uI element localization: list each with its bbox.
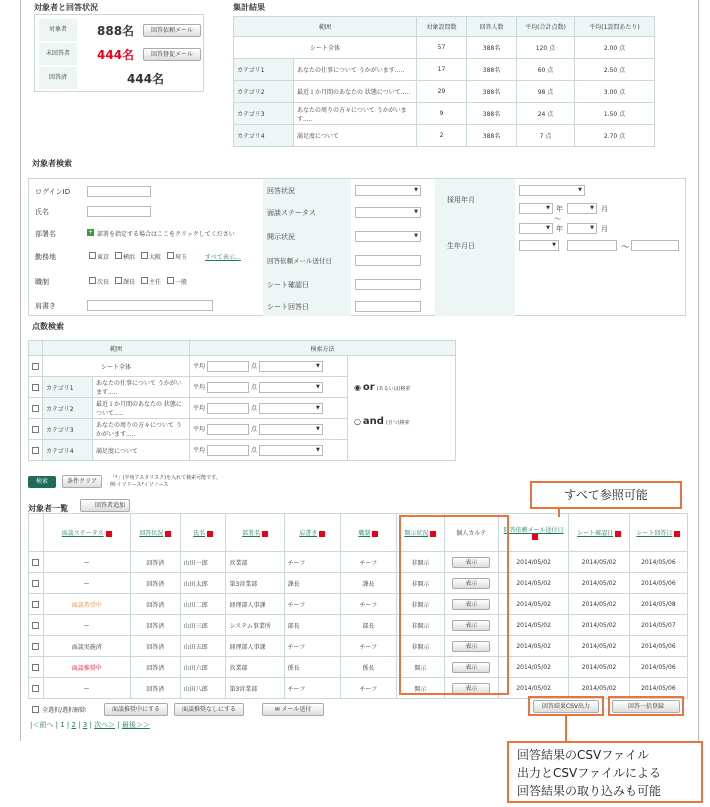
view-karte-button[interactable]: 表示 [452,620,490,631]
results-avg: 60 [537,67,546,74]
cell-disclosure: 開示 [396,678,444,699]
callout-csv: 回答結果のCSVファイル 出力とCSVファイルによる 回答結果の取り込みも可能 [507,741,703,803]
cell-interview: 面談希望中 [43,594,130,615]
answer-status-label: 回答状況 [267,187,295,195]
show-all-link[interactable]: すべて表示… [205,254,241,261]
cell-mail-date: 2014/05/02 [498,594,569,615]
results-unit: 点 [547,67,554,74]
results-avg1: 1.50 [603,111,618,118]
callout-connector [565,716,567,741]
location-checkbox[interactable] [115,252,122,259]
sort-icon[interactable] [319,531,325,537]
score-cat: カテゴリ3 [43,419,93,440]
results-avg: 120 [535,45,548,52]
bulk-register-button[interactable]: 回答一括登録 [612,700,680,713]
title-input[interactable] [87,300,213,311]
cell-dept: システム事業所 [226,615,284,636]
location-option: 東京 [97,254,110,261]
summary-label-answered: 回答済 [39,67,77,89]
cell-answer-date: 2014/05/06 [629,678,687,699]
birth-from-input[interactable] [567,240,617,251]
summary-count-targets: 888名 [97,24,135,38]
row-checkbox[interactable] [32,622,39,629]
cell-title: 係長 [284,657,340,678]
position-checkbox[interactable] [89,277,96,284]
results-header-range: 範囲 [234,17,417,37]
col-name[interactable]: 氏名 [193,530,206,537]
row-checkbox[interactable] [32,580,39,587]
col-title[interactable]: 肩書き [299,530,318,537]
disclosure-select[interactable] [355,231,421,242]
location-checkbox[interactable] [141,252,148,259]
row-checkbox[interactable] [32,643,39,650]
cell-mail-date: 2014/05/02 [498,615,569,636]
cell-title: チーフ [284,552,340,573]
sort-icon[interactable] [207,531,213,537]
col-mail-date[interactable]: 回答依頼メール送付日 [503,526,564,534]
pager-page-2[interactable]: 2 [71,721,76,729]
cell-answer-date: 2014/05/07 [629,615,687,636]
position-option: 主任 [149,279,162,286]
pager-page-3[interactable]: 3 [82,721,88,729]
view-karte-button[interactable]: 表示 [452,683,490,694]
score-row-checkbox[interactable] [32,447,39,454]
position-label: 職制 [35,278,49,286]
score-range: あなたの仕事について うかがいます..... [93,377,190,398]
cell-position: チーフ [340,636,396,657]
cell-dept: 経理部人事課 [226,594,284,615]
results-q: 57 [417,37,467,59]
score-range: あなたの周りの方々について うかがいます..... [93,419,190,440]
interview-status-label: 面談ステータス [267,209,316,217]
select-all-checkbox[interactable] [32,706,39,713]
position-option: 課長 [123,279,136,286]
mail-date-input[interactable] [355,255,421,266]
results-unit: 点 [547,89,554,96]
confirm-date-input[interactable] [355,279,421,290]
score-avg-label: 平均 [193,446,206,454]
or-label: or [362,382,375,393]
score-op-select[interactable] [259,424,323,435]
cell-disclosure: 非開示 [396,636,444,657]
cell-interview: ー [43,615,130,636]
score-row-checkbox[interactable] [32,405,39,412]
cell-mail-date: 2014/05/02 [498,573,569,594]
or-note: (あるいは)検索 [376,386,411,392]
list-title: 対象者一覧 [28,504,68,513]
search-button[interactable]: 検索 [28,476,56,488]
summary-label-unanswered: 未回答者 [39,43,77,65]
respondents-table [28,513,688,699]
search-hint-example: 例:イソリース*イソノース [110,482,169,488]
answer-status-select[interactable] [355,185,421,196]
results-q: 29 [417,81,467,103]
name-label: 氏名 [35,208,49,216]
score-table [28,340,456,461]
score-avg-label: 平均 [193,425,206,433]
position-checkbox[interactable] [167,277,174,284]
cell-disclosure: 非開示 [396,552,444,573]
score-pt-label: 点 [250,446,257,454]
pagination [30,720,150,730]
cell-position: 係長 [340,657,396,678]
results-avg1: 2.70 [603,133,618,140]
cell-name: 山田二郎 [180,594,226,615]
cell-answer-date: 2014/05/06 [629,636,687,657]
score-input[interactable] [207,361,249,372]
col-answer-date[interactable]: シート回答日 [636,530,673,537]
unset-recommend-button[interactable]: 面談推奨なしにする [174,703,244,716]
results-unit1: 点 [619,89,626,96]
mail-icon: ✉ [274,706,280,713]
results-n: 388名 [467,81,517,103]
results-range: あなたの仕事について うかがいます..... [294,59,417,81]
location-checkbox[interactable] [89,252,96,259]
birth-select[interactable] [519,240,559,251]
birth-to-input[interactable] [631,240,679,251]
results-unit: 点 [547,111,554,118]
results-unit1: 点 [619,45,626,52]
search-panel [28,178,686,316]
login-id-label: ログインID [35,188,71,196]
score-input[interactable] [207,403,249,414]
cell-disclosure: 開示 [396,657,444,678]
score-input[interactable] [207,382,249,393]
results-n: 388名 [467,59,517,81]
results-cat: カテゴリ3 [234,103,294,125]
cell-position: チーフ [340,678,396,699]
cell-name: 山田八郎 [180,678,226,699]
row-checkbox[interactable] [32,601,39,608]
sort-icon[interactable] [165,531,171,537]
sort-icon[interactable] [372,531,378,537]
score-input[interactable] [207,424,249,435]
results-avg: 98 [537,89,546,96]
and-radio-icon[interactable]: ○ [354,417,361,426]
results-title: 集計結果 [233,3,265,12]
cell-answer: 回答済 [130,552,180,573]
score-avg-label: 平均 [193,362,206,370]
cell-title: 課長 [284,573,340,594]
position-option: 次長 [97,279,110,286]
cell-interview: ー [43,678,130,699]
score-header-range: 範囲 [43,341,190,356]
or-radio-icon[interactable]: ◉ [354,383,361,392]
login-id-input[interactable] [87,186,151,197]
cell-name: 山田五郎 [180,636,226,657]
score-op-select[interactable] [259,445,323,456]
score-avg-label: 平均 [193,404,206,412]
score-row-checkbox[interactable] [32,426,39,433]
disclosure-label: 開示状況 [267,233,295,241]
results-n: 388名 [467,103,517,125]
cell-name: 山田三郎 [180,615,226,636]
range-tilde: 〜 [554,215,561,223]
cell-dept: 第3営業部 [226,573,284,594]
col-dept[interactable]: 部署名 [242,530,261,537]
sort-icon[interactable] [262,531,268,537]
results-avg: 7 [539,133,544,140]
search-title: 対象者検索 [32,159,72,168]
summary-count-answered: 444名 [127,72,165,86]
view-karte-button[interactable]: 表示 [452,662,490,673]
location-option: 大阪 [149,254,162,261]
results-q: 2 [417,125,467,147]
year-unit: 年 [556,225,563,233]
location-option: 横浜 [123,254,136,261]
position-option: 一般 [175,279,188,286]
cell-mail-date: 2014/05/02 [498,636,569,657]
plus-icon[interactable]: + [87,229,94,236]
hire-month-to-select[interactable] [567,223,597,234]
cell-name: 山田太郎 [180,573,226,594]
cell-position: チーフ [340,552,396,573]
col-karte: 個人カルテ [444,514,498,552]
results-unit: 点 [545,133,552,140]
score-op-select[interactable] [259,382,323,393]
view-karte-button[interactable]: 表示 [452,557,490,568]
cell-position: 部長 [340,615,396,636]
pager-sep: | [78,721,81,729]
pager-page-1[interactable]: 1 [60,721,65,729]
results-table [233,16,655,147]
results-unit1: 点 [619,67,626,74]
results-header-questions: 対象設問数 [417,17,467,37]
cell-disclosure: 非開示 [396,573,444,594]
cell-answer: 回答済 [130,594,180,615]
sort-icon[interactable] [106,531,112,537]
results-unit: 点 [549,45,556,52]
cell-confirm-date: 2014/05/02 [569,573,629,594]
mail-date-label: 回答依頼メール送付日 [267,257,332,265]
cell-answer: 回答済 [130,636,180,657]
cell-answer: 回答済 [130,678,180,699]
pager-sep: | [89,721,92,729]
results-unit1: 点 [619,111,626,118]
results-avg1: 2.00 [603,45,618,52]
send-mail-button[interactable] [262,703,324,716]
clear-button[interactable]: 条件クリア [62,475,102,488]
cell-answer: 回答済 [130,615,180,636]
callout-all-viewable: すべて参照可能 [530,481,682,509]
position-checkbox[interactable] [141,277,148,284]
results-q: 9 [417,103,467,125]
birth-tilde: 〜 [621,243,631,253]
pager-sep: | [117,721,120,729]
cell-title: チーフ [284,678,340,699]
set-recommend-button[interactable]: 面談推奨中にする [104,703,168,716]
pager-next[interactable]: 次へ＞ [94,721,116,729]
cell-position: 課長 [340,573,396,594]
results-avg1: 2.50 [603,67,618,74]
cell-confirm-date: 2014/05/02 [569,615,629,636]
score-input[interactable] [207,445,249,456]
results-cat: カテゴリ4 [234,125,294,147]
pager-sep: | [55,721,58,729]
interview-status-select[interactable] [355,207,421,218]
score-pt-label: 点 [250,383,257,391]
pager-prev[interactable]: |＜前へ [30,721,54,729]
hire-year-select[interactable] [519,203,553,214]
cell-interview: 面談推奨中 [43,657,130,678]
results-n: 388名 [467,37,517,59]
summary-box [34,14,204,92]
summary-count-unanswered: 444名 [97,48,135,62]
row-checkbox[interactable] [32,664,39,671]
cell-name: 山田一郎 [180,552,226,573]
view-karte-button[interactable]: 表示 [452,599,490,610]
month-unit: 月 [601,225,608,233]
cell-confirm-date: 2014/05/02 [569,594,629,615]
score-op-select[interactable] [259,361,323,372]
callout-connector [558,509,560,517]
and-label: and [362,416,384,427]
search-mid-labels-bg [263,179,351,316]
sort-icon[interactable] [532,534,538,540]
location-option: 埼玉 [175,254,188,261]
score-range: 最近１か月間のあなたの 状態について..... [93,398,190,419]
sort-icon[interactable] [615,531,621,537]
cell-title: 部長 [284,615,340,636]
cell-confirm-date: 2014/05/02 [569,657,629,678]
answer-date-input[interactable] [355,301,421,312]
cell-dept: 経理部人事課 [226,636,284,657]
hire-select[interactable] [519,185,585,196]
cell-confirm-date: 2014/05/02 [569,552,629,573]
results-header-avg1: 平均(1設問あたり) [575,17,655,37]
birth-label: 生年月日 [447,242,475,250]
add-respondent-button[interactable]: 回答者追加 [80,499,130,512]
highlight-disclosure-columns [399,515,509,695]
results-cat: カテゴリ1 [234,59,294,81]
cell-position: チーフ [340,594,396,615]
col-answer[interactable]: 回答状況 [139,530,164,537]
send-mail-label: メール送付 [281,706,312,713]
cell-dept: 第3営業部 [226,678,284,699]
location-checkbox[interactable] [167,252,174,259]
sort-icon[interactable] [674,531,680,537]
cell-interview: 面談実施済 [43,636,130,657]
col-confirm-date[interactable]: シート確認日 [577,530,614,537]
cell-answer-date: 2014/05/08 [629,594,687,615]
row-checkbox[interactable] [32,559,39,566]
cell-dept: 営業部 [226,552,284,573]
name-input[interactable] [87,206,151,217]
highlight-csv-button [528,696,604,716]
dept-label: 部署名 [35,230,56,238]
summary-title: 対象者と回答状況 [34,3,98,12]
hire-year-label: 採用年月 [447,196,475,204]
cell-interview: ー [43,573,130,594]
results-avg1: 3.00 [603,89,618,96]
score-avg-label: 平均 [193,383,206,391]
cell-mail-date: 2014/05/02 [498,678,569,699]
select-all-label: 全選択/選択解除 [42,707,87,714]
and-note: (且つ)検索 [385,420,410,426]
cell-answer-date: 2014/05/06 [629,657,687,678]
results-avg: 24 [537,111,546,118]
position-checkbox[interactable] [115,277,122,284]
title-label: 肩書き [35,302,56,310]
cell-title: チーフ [284,636,340,657]
view-karte-button[interactable]: 表示 [452,578,490,589]
hire-month-select[interactable] [567,203,597,214]
results-q: 17 [417,59,467,81]
col-position[interactable]: 職制 [358,530,371,537]
cell-answer-date: 2014/05/06 [629,573,687,594]
cell-answer-date: 2014/05/06 [629,552,687,573]
score-title: 点数検索 [32,322,64,331]
cell-title: チーフ [284,594,340,615]
results-range: 最近１か月間のあなたの 状態について..... [294,81,417,103]
score-row-checkbox[interactable] [32,384,39,391]
results-cat: カテゴリ2 [234,81,294,103]
score-range: 満足度について [93,440,190,461]
row-checkbox[interactable] [32,685,39,692]
reminder-mail-button[interactable]: 回答督促メール [143,48,201,61]
dept-hint-link[interactable]: 部署を指定する場合はここをクリックしてください [97,231,235,238]
cell-answer: 回答済 [130,657,180,678]
cell-answer: 回答済 [130,573,180,594]
cell-confirm-date: 2014/05/02 [569,678,629,699]
score-pt-label: 点 [250,425,257,433]
score-pt-label: 点 [250,362,257,370]
cell-disclosure: 非開示 [396,615,444,636]
score-op-select[interactable] [259,403,323,414]
score-cat: カテゴリ2 [43,398,93,419]
confirm-date-label: シート確認日 [267,281,309,289]
results-header-respondents: 回答人数 [467,17,517,37]
hire-year-to-select[interactable] [519,223,553,234]
results-range: あなたの周りの方々について うかがいます..... [294,103,417,125]
results-header-avg: 平均(合計点数) [517,17,575,37]
results-unit1: 点 [619,133,626,140]
col-disclosure[interactable]: 開示状況 [404,530,429,537]
location-label: 勤務地 [35,253,56,261]
year-unit: 年 [556,205,563,213]
results-n: 388名 [467,125,517,147]
cell-dept: 営業部 [226,657,284,678]
cell-mail-date: 2014/05/02 [498,657,569,678]
cell-disclosure: 非開示 [396,594,444,615]
score-header-method: 検索方法 [190,341,456,356]
highlight-bulk-button [608,696,684,716]
pager-last[interactable]: 最後＞＞ [121,721,150,729]
cell-mail-date: 2014/05/02 [498,552,569,573]
cell-interview: ー [43,552,130,573]
pager-sep: | [66,721,70,729]
score-row-checkbox[interactable] [32,363,39,370]
cell-confirm-date: 2014/05/02 [569,636,629,657]
results-range: 満足度について [294,125,417,147]
request-mail-button[interactable]: 回答依頼メール [143,24,201,37]
answer-date-label: シート回答日 [267,303,309,311]
csv-export-button[interactable]: 回答結果CSV出力 [533,700,599,713]
summary-label-targets: 対象者 [39,19,77,41]
search-hint: 「*」(半角アスタリスク)を入れて検索可能です。 [110,475,221,481]
score-pt-label: 点 [250,404,257,412]
month-unit: 月 [601,205,608,213]
cell-name: 山田六郎 [180,657,226,678]
score-cat: カテゴリ4 [43,440,93,461]
col-interview[interactable]: 面談ステータス [61,530,104,537]
results-range: シート全体 [234,37,417,59]
score-range: シート全体 [43,356,190,377]
score-cat: カテゴリ1 [43,377,93,398]
view-karte-button[interactable]: 表示 [452,641,490,652]
